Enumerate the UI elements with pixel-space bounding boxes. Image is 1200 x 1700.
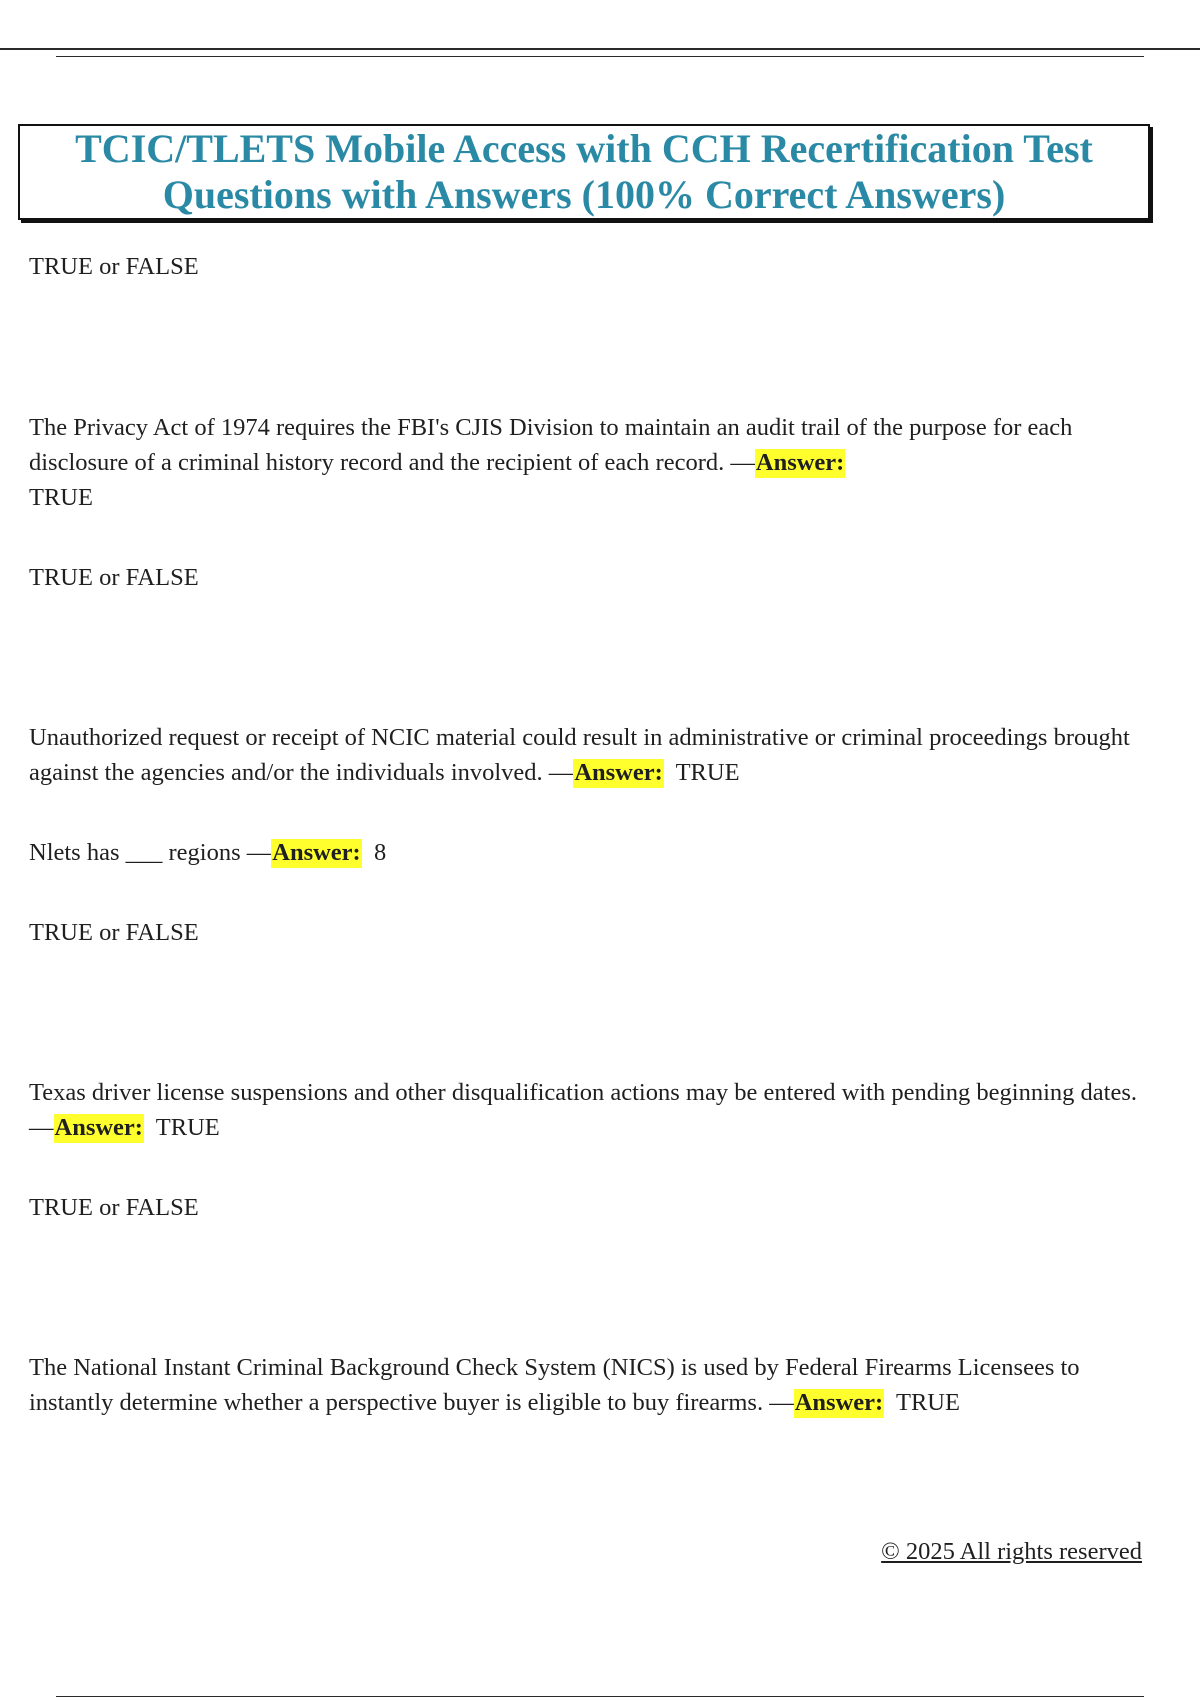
top-rule — [0, 48, 1200, 50]
prompt-2: TRUE or FALSE — [29, 564, 199, 591]
top-inner-rule — [56, 56, 1144, 57]
question-text: Nlets has ___ regions — — [29, 839, 272, 866]
document-title: TCIC/TLETS Mobile Access with CCH Recertification Test Questions with Answers (100% Correct Answers) — [75, 126, 1093, 217]
question-4 — [29, 1075, 1149, 1145]
question-5 — [29, 1350, 1149, 1420]
answer-value: TRUE — [29, 484, 93, 511]
prompt-4: TRUE or FALSE — [29, 919, 199, 946]
question-3 — [29, 835, 1149, 870]
prompt-1: TRUE or FALSE — [29, 253, 199, 280]
answer-label: Answer: — [794, 1389, 884, 1416]
question-1 — [29, 410, 1149, 515]
copyright-footer: © 2025 All rights reserved — [881, 1538, 1142, 1565]
answer-label: Answer: — [272, 839, 361, 866]
prompt-5: TRUE or FALSE — [29, 1194, 199, 1221]
question-text: Unauthorized request or receipt of NCIC material could result in administrative or criminal proceedings brought against the agencies and/or the individuals involved. — — [29, 724, 1130, 786]
question-text: Texas driver license suspensions and other disqualification actions may be entered with pending beginning dates. — — [29, 1079, 1137, 1141]
answer-value: TRUE — [896, 1389, 960, 1416]
question-text: The National Instant Criminal Background Check System (NICS) is used by Federal Firearms Licensees to instantly determine whether a perspective buyer is eligible to buy firearms. — — [29, 1354, 1080, 1416]
question-text: The Privacy Act of 1974 requires the FBI's CJIS Division to maintain an audit trail of the purpose for each disclosure of a criminal history record and the recipient of each record. — — [29, 414, 1073, 476]
answer-label: Answer: — [574, 759, 663, 786]
answer-value: 8 — [373, 839, 387, 866]
bottom-rule — [56, 1696, 1144, 1697]
question-2 — [29, 720, 1149, 790]
answer-value: TRUE — [155, 1114, 220, 1141]
answer-label: Answer: — [755, 449, 845, 476]
title-box — [18, 124, 1150, 220]
answer-label: Answer: — [54, 1114, 143, 1141]
answer-value: TRUE — [675, 759, 740, 786]
